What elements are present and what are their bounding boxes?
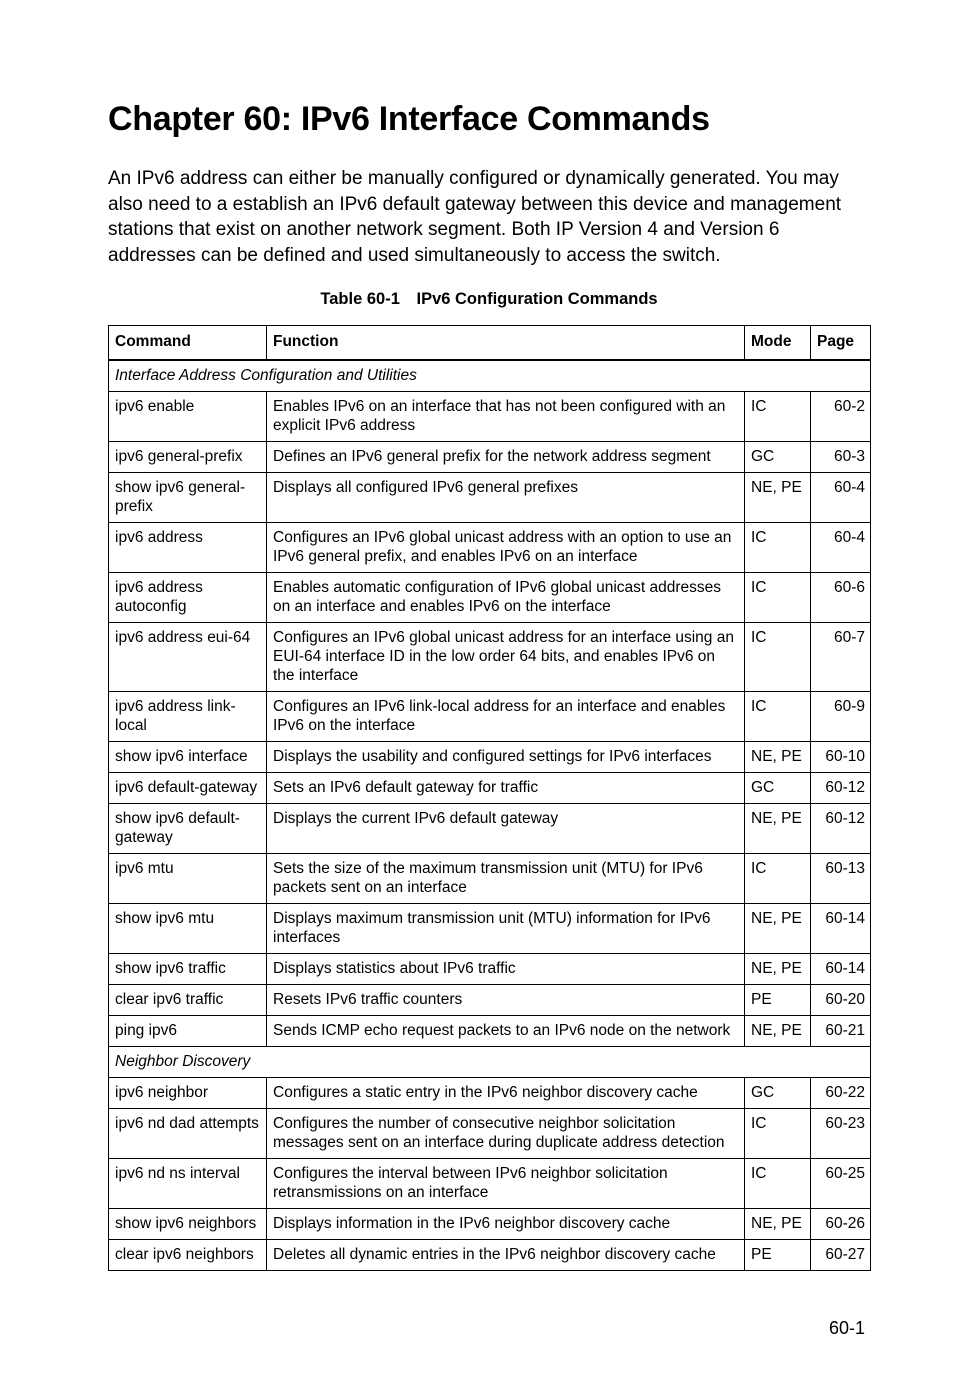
cell-command: ipv6 enable: [109, 392, 267, 442]
page-number: 60-1: [828, 1318, 865, 1338]
cell-function: Sets the size of the maximum transmission unit (MTU) for IPv6 packets sent on an interface: [267, 854, 745, 904]
cell-page: 60-3: [811, 442, 871, 473]
table-row: [109, 392, 871, 442]
cell-mode: GC: [745, 1078, 811, 1109]
cell-command: ipv6 mtu: [109, 854, 267, 904]
cell-mode: IC: [745, 392, 811, 442]
table-row: [109, 692, 871, 742]
ipv6-commands-table: [108, 325, 871, 1271]
table-row: [109, 1109, 871, 1159]
cell-mode: IC: [745, 1159, 811, 1209]
cell-command: show ipv6 traffic: [109, 954, 267, 985]
cell-page: 60-4: [811, 523, 871, 573]
cell-command: show ipv6 default-gateway: [109, 804, 267, 854]
cell-page: 60-10: [811, 742, 871, 773]
cell-command: show ipv6 neighbors: [109, 1209, 267, 1240]
cell-command: ipv6 neighbor: [109, 1078, 267, 1109]
cell-function: Displays maximum transmission unit (MTU) information for IPv6 interfaces: [267, 904, 745, 954]
cell-page: 60-25: [811, 1159, 871, 1209]
cell-command: ipv6 address link-local: [109, 692, 267, 742]
cell-mode: NE, PE: [745, 804, 811, 854]
chapter-title: Chapter 60: IPv6 Interface Commands: [108, 100, 710, 138]
cell-command: ipv6 nd ns interval: [109, 1159, 267, 1209]
table-row: [109, 1159, 871, 1209]
table-row: [109, 573, 871, 623]
cell-command: show ipv6 mtu: [109, 904, 267, 954]
cell-function: Sends ICMP echo request packets to an IPv6 node on the network: [267, 1016, 745, 1047]
header-command: Command: [109, 326, 267, 361]
cell-function: Displays the current IPv6 default gateway: [267, 804, 745, 854]
cell-mode: PE: [745, 1240, 811, 1271]
cell-page: 60-12: [811, 804, 871, 854]
section-row: [109, 1047, 871, 1078]
cell-function: Displays statistics about IPv6 traffic: [267, 954, 745, 985]
table-row: [109, 523, 871, 573]
table-row: [109, 1078, 871, 1109]
cell-mode: NE, PE: [745, 742, 811, 773]
table-caption: [108, 289, 870, 309]
table-header-row: [109, 326, 871, 361]
cell-function: Configures an IPv6 link-local address for an interface and enables IPv6 on the interface: [267, 692, 745, 742]
cell-function: Sets an IPv6 default gateway for traffic: [267, 773, 745, 804]
cell-page: 60-14: [811, 954, 871, 985]
cell-page: 60-9: [811, 692, 871, 742]
cell-command: clear ipv6 neighbors: [109, 1240, 267, 1271]
page-content: [108, 96, 870, 1271]
cell-mode: IC: [745, 692, 811, 742]
cell-mode: GC: [745, 773, 811, 804]
cell-command: ipv6 address: [109, 523, 267, 573]
cell-mode: IC: [745, 623, 811, 692]
header-mode: Mode: [745, 326, 811, 361]
cell-command: clear ipv6 traffic: [109, 985, 267, 1016]
cell-mode: IC: [745, 854, 811, 904]
cell-function: Displays information in the IPv6 neighbor discovery cache: [267, 1209, 745, 1240]
section-title: Neighbor Discovery: [109, 1047, 871, 1078]
table-row: [109, 954, 871, 985]
cell-page: 60-14: [811, 904, 871, 954]
table-caption-number: Table 60-1: [320, 290, 400, 308]
cell-function: Enables IPv6 on an interface that has not been configured with an explicit IPv6 address: [267, 392, 745, 442]
cell-function: Displays the usability and configured settings for IPv6 interfaces: [267, 742, 745, 773]
cell-mode: NE, PE: [745, 1209, 811, 1240]
table-row: [109, 1240, 871, 1271]
table-row: [109, 904, 871, 954]
cell-function: Displays all configured IPv6 general prefixes: [267, 473, 745, 523]
table-row: [109, 854, 871, 904]
cell-mode: NE, PE: [745, 473, 811, 523]
cell-page: 60-4: [811, 473, 871, 523]
cell-function: Resets IPv6 traffic counters: [267, 985, 745, 1016]
cell-command: ipv6 default-gateway: [109, 773, 267, 804]
cell-command: show ipv6 general-prefix: [109, 473, 267, 523]
cell-command: show ipv6 interface: [109, 742, 267, 773]
cell-command: ipv6 nd dad attempts: [109, 1109, 267, 1159]
cell-function: Enables automatic configuration of IPv6 global unicast addresses on an interface and enables IPv6 on the interface: [267, 573, 745, 623]
cell-page: 60-26: [811, 1209, 871, 1240]
cell-page: 60-22: [811, 1078, 871, 1109]
section-row: [109, 360, 871, 392]
cell-command: ping ipv6: [109, 1016, 267, 1047]
cell-mode: GC: [745, 442, 811, 473]
cell-function: Configures the interval between IPv6 neighbor solicitation retransmissions on an interface: [267, 1159, 745, 1209]
cell-function: Defines an IPv6 general prefix for the network address segment: [267, 442, 745, 473]
table-row: [109, 1209, 871, 1240]
cell-mode: NE, PE: [745, 1016, 811, 1047]
header-function: Function: [267, 326, 745, 361]
intro-paragraph: An IPv6 address can either be manually configured or dynamically generated. You may also need to a establish an IPv6 default gateway between this device and management stations that exist on another network segment. Both IP Version 4 and Version 6 addresses can be defined and used simultaneously to access the switch.: [108, 168, 842, 266]
table-row: [109, 742, 871, 773]
cell-command: ipv6 address eui-64: [109, 623, 267, 692]
cell-function: Configures a static entry in the IPv6 neighbor discovery cache: [267, 1078, 745, 1109]
table-row: [109, 473, 871, 523]
table-row: [109, 442, 871, 473]
table-row: [109, 1016, 871, 1047]
cell-page: 60-7: [811, 623, 871, 692]
table-row: [109, 623, 871, 692]
cell-mode: PE: [745, 985, 811, 1016]
table-body: [109, 360, 871, 1271]
cell-page: 60-13: [811, 854, 871, 904]
cell-command: ipv6 address autoconfig: [109, 573, 267, 623]
cell-page: 60-2: [811, 392, 871, 442]
cell-page: 60-27: [811, 1240, 871, 1271]
cell-page: 60-21: [811, 1016, 871, 1047]
cell-mode: NE, PE: [745, 904, 811, 954]
cell-command: ipv6 general-prefix: [109, 442, 267, 473]
table-row: [109, 804, 871, 854]
cell-page: 60-20: [811, 985, 871, 1016]
section-title: Interface Address Configuration and Utilities: [109, 360, 871, 392]
cell-function: Configures an IPv6 global unicast address for an interface using an EUI-64 interface ID in the low order 64 bits, and enables IPv6 on the interface: [267, 623, 745, 692]
cell-page: 60-23: [811, 1109, 871, 1159]
cell-page: 60-12: [811, 773, 871, 804]
cell-function: Deletes all dynamic entries in the IPv6 neighbor discovery cache: [267, 1240, 745, 1271]
cell-mode: NE, PE: [745, 954, 811, 985]
table-caption-title: IPv6 Configuration Commands: [416, 290, 658, 308]
header-page: Page: [811, 326, 871, 361]
table-row: [109, 773, 871, 804]
cell-mode: IC: [745, 523, 811, 573]
cell-function: Configures the number of consecutive neighbor solicitation messages sent on an interface during duplicate address detection: [267, 1109, 745, 1159]
cell-mode: IC: [745, 1109, 811, 1159]
cell-mode: IC: [745, 573, 811, 623]
cell-function: Configures an IPv6 global unicast address with an option to use an IPv6 general prefix, and enables IPv6 on an interface: [267, 523, 745, 573]
table-row: [109, 985, 871, 1016]
cell-page: 60-6: [811, 573, 871, 623]
